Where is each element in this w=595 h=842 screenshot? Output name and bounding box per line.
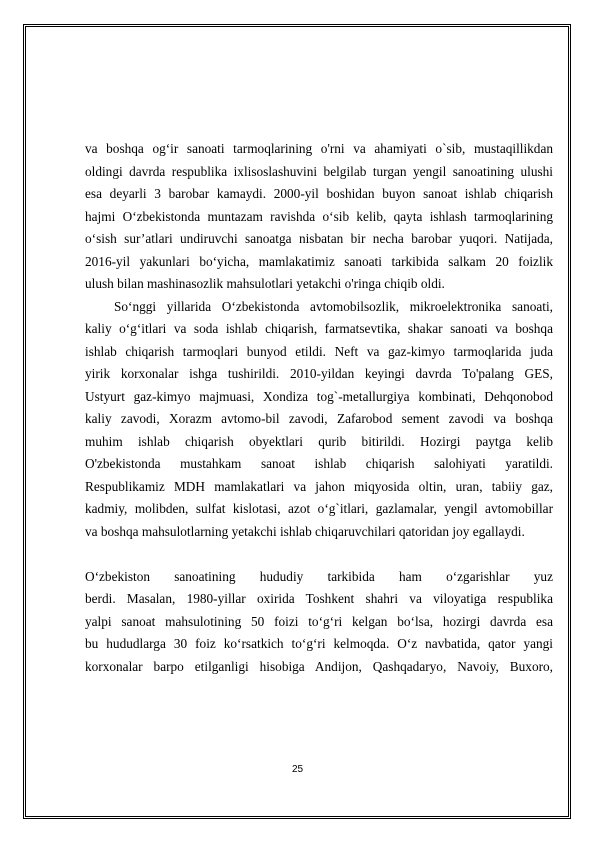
paragraph-1	[85, 138, 553, 296]
text-line: Respublikamiz MDH mamlakatlari va jahon miqyosida oltin, uran, tabiiy gaz,	[85, 478, 553, 494]
text-line: esa deyarli 3 barobar kamaydi. 2000-yil boshidan buyon sanoat ishlab chiqarish	[85, 186, 553, 201]
text-line: bu hududlarga 30 foiz ko‘rsatkich to‘g‘ri kelmoqda. O‘z navbatida, qator yangi	[85, 636, 553, 651]
document-body	[85, 138, 553, 678]
paragraph-spacer	[85, 543, 553, 566]
text-line: So‘nggi yillarida O‘zbekistonda avtomobilsozlik, mikroelektronika sanoati,	[114, 298, 553, 314]
text-line: kaliy o‘g‘itlari va soda ishlab chiqarish, farmatsevtika, shakar sanoati va boshqa	[85, 321, 553, 336]
text-line: korxonalar barpo etilganligi hisobiga Andijon, Qashqadaryo, Navoiy, Buxoro,	[85, 658, 553, 674]
text-line: o‘sish sur’atlari undiruvchi sanoatga nisbatan bir necha barobar yuqori. Natijada,	[85, 231, 553, 246]
text-line: yirik korxonalar ishga tushirildi. 2010-yildan keyingi davrda To'palang GES,	[85, 366, 553, 381]
text-line: ishlab chiqarish tarmoqlari bunyod etildi. Neft va gaz-kimyo tarmoqlarida juda	[85, 343, 553, 359]
paragraph-2	[85, 296, 553, 544]
paragraph-3	[85, 566, 553, 679]
text-line: 2016-yil yakunlari bo‘yicha, mamlakatimiz sanoati tarkibida salkam 20 foizlik	[85, 253, 553, 269]
text-line: kadmiy, molibden, sulfat kislotasi, azot o‘g`itlari, gazlamalar, yengil avtomobillar	[85, 501, 553, 516]
text-line: yalpi sanoat mahsulotining 50 foizi to‘g‘ri kelgan bo‘lsa, hozirgi davrda esa	[85, 613, 553, 629]
text-line: ulush bilan mashinasozlik mahsulotlari yetakchi o'ringa chiqib oldi.	[85, 276, 445, 291]
text-line: Ustyurt gaz-kimyo majmuasi, Xondiza tog`-metallurgiya kombinati, Dehqonobod	[85, 388, 553, 404]
text-line: va boshqa mahsulotlarning yetakchi ishlab chiqaruvchilari qatoridan joy egallaydi.	[85, 523, 525, 539]
text-line: oldingi davrda respublika ixlisoslashuvini belgilab turgan yengil sanoatining ulushi	[85, 163, 553, 179]
text-line: O'zbekistonda mustahkam sanoat ishlab chiqarish salohiyati yaratildi.	[85, 456, 553, 471]
text-line: hajmi O‘zbekistonda muntazam ravishda o‘sib kelib, qayta ishlash tarmoqlarining	[85, 208, 553, 224]
page-number: 25	[291, 764, 304, 775]
text-line: O‘zbekiston sanoatining hududiy tarkibida ham o‘zgarishlar yuz	[85, 568, 553, 584]
text-line: berdi. Masalan, 1980-yillar oxirida Toshkent shahri va viloyatiga respublika	[85, 591, 553, 606]
text-line: va boshqa og‘ir sanoati tarmoqlarining o'rni va ahamiyati o`sib, mustaqillikdan	[85, 141, 553, 156]
text-line: muhim ishlab chiqarish obyektlari qurib bitirildi. Hozirgi paytga kelib	[85, 433, 553, 449]
text-line: kaliy zavodi, Xorazm avtomo-bil zavodi, Zafarobod sement zavodi va boshqa	[85, 411, 553, 426]
